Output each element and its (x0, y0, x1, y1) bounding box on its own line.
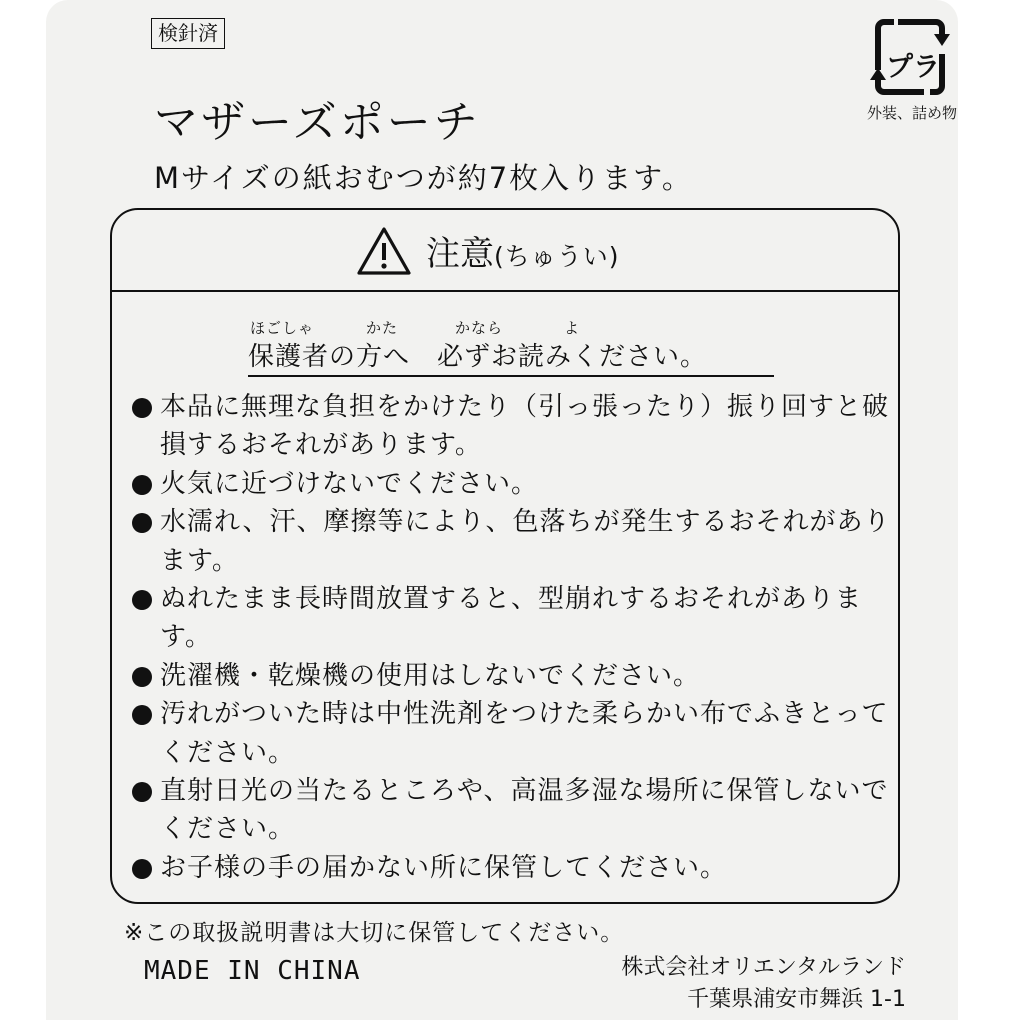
ruby-kata: かた (366, 319, 399, 337)
bullet-icon (132, 475, 152, 495)
bullet-icon (132, 513, 152, 533)
product-name: マザーズポーチ (154, 97, 481, 148)
ruby-yo: よ (564, 319, 581, 337)
bullet-icon (132, 782, 152, 802)
company-address: 千葉県浦安市舞浜 1-1 (687, 987, 906, 1012)
made-in-label: MADE IN CHINA (144, 956, 361, 986)
ruby-hogosha: ほごしゃ (250, 319, 315, 337)
caution-item: 洗濯機・乾燥機の使用はしないでください。 (130, 657, 900, 695)
product-description: Mサイズの紙おむつが約7枚入ります。 (154, 161, 693, 195)
caution-title: 注意 (426, 234, 494, 274)
caution-box (110, 208, 900, 904)
company-name: 株式会社オリエンタルランド (621, 955, 906, 980)
recycle-caption: 外装、詰め物 (866, 104, 957, 122)
warning-triangle-icon (356, 226, 412, 276)
bullet-icon (132, 590, 152, 610)
caution-reading: (ちゅうい) (494, 242, 620, 271)
plastic-symbol-text: プラ (886, 52, 940, 83)
caution-item: ぬれたまま長時間放置すると、型崩れするおそれがあります。 (130, 580, 900, 657)
caution-heading (426, 226, 620, 275)
bullet-icon (132, 705, 152, 725)
guardian-notice: 保護者の方へ 必ずお読みください。 (248, 336, 774, 377)
bullet-icon (132, 667, 152, 687)
inspection-stamp: 検針済 (151, 18, 225, 49)
caution-item: 本品に無理な負担をかけたり（引っ張ったり）振り回すと破損するおそれがあります。 (130, 388, 900, 465)
caution-list (130, 388, 900, 887)
manual-note: ※この取扱説明書は大切に保管してください。 (124, 920, 625, 946)
company-info (621, 952, 906, 1016)
caution-item: お子様の手の届かない所に保管してください。 (130, 849, 900, 887)
ruby-kanara: かなら (455, 319, 504, 337)
bullet-icon (132, 859, 152, 879)
caution-item: 水濡れ、汗、摩擦等により、色落ちが発生するおそれがあります。 (130, 503, 900, 580)
caution-item: 汚れがついた時は中性洗剤をつけた柔らかい布でふきとってください。 (130, 695, 900, 772)
caution-item: 火気に近づけないでください。 (130, 465, 900, 503)
bullet-icon (132, 398, 152, 418)
caution-divider (112, 290, 898, 292)
caution-item: 直射日光の当たるところや、高温多湿な場所に保管しないでください。 (130, 772, 900, 849)
